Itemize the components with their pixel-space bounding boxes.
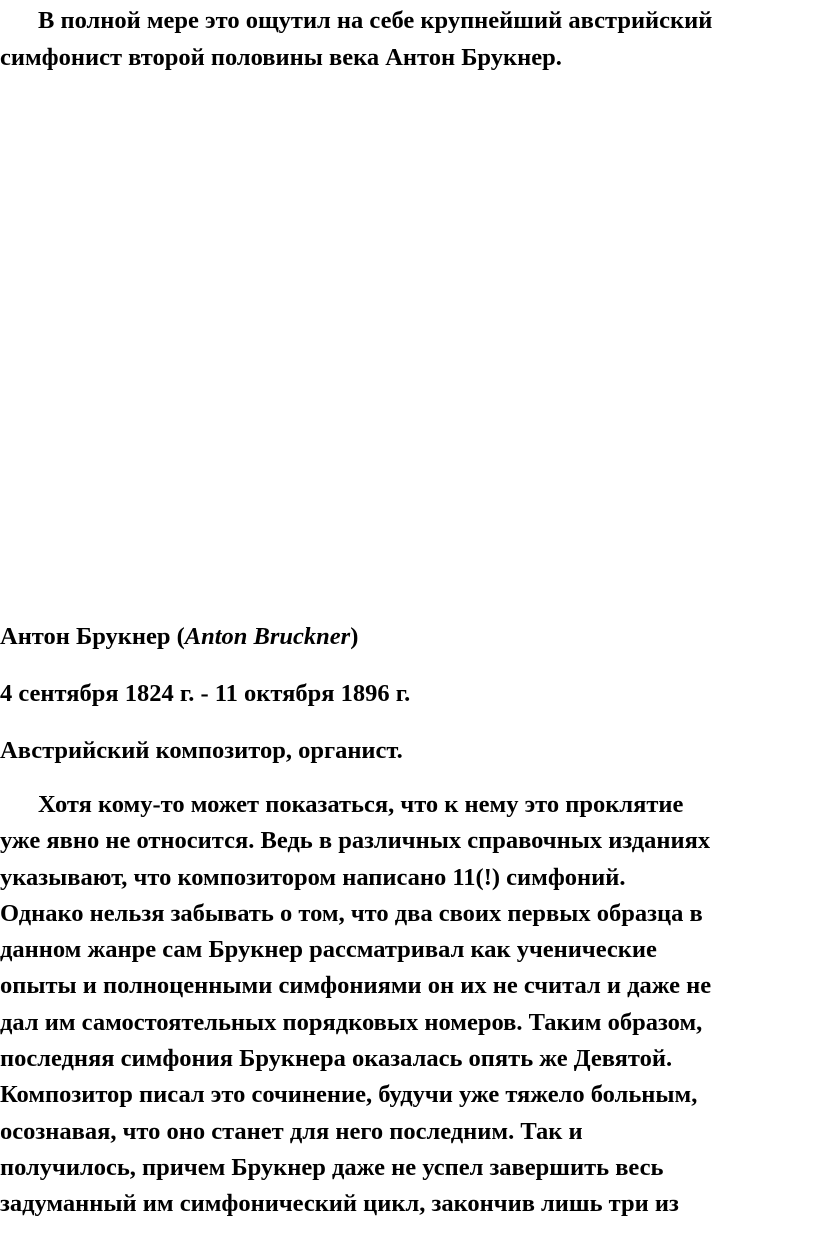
composer-role: Австрийский композитор, органист.	[0, 737, 403, 764]
body-line: опыты и полноценными симфониями он их не считал и даже не	[0, 972, 712, 1000]
body-line: Однако нельзя забывать о том, что два своих первых образца в	[0, 899, 703, 927]
composer-dates: 4 сентября 1824 г. - 11 октября 1896 г.	[0, 680, 411, 707]
body-line: получилось, причем Брукнер даже не успел завершить весь	[0, 1153, 664, 1181]
body-paragraph	[0, 787, 812, 1223]
body-line: данном жанре сам Брукнер рассматривал как ученические	[0, 936, 657, 964]
body-line: уже явно не относится. Ведь в различных справочных изданиях	[0, 827, 711, 855]
body-line: указывают, что композитором написано 11(!) симфоний.	[0, 863, 626, 891]
body-line: Хотя кому-то может показаться, что к нему это проклятие	[38, 791, 684, 818]
composer-name-suffix: )	[350, 623, 359, 650]
body-line: осознавая, что оно станет для него последним. Так и	[0, 1117, 583, 1145]
body-line: Композитор писал это сочинение, будучи уже тяжело больным,	[0, 1081, 698, 1109]
image-placeholder	[0, 90, 812, 590]
body-line: дал им самостоятельных порядковых номеров. Таким образом,	[0, 1008, 703, 1036]
body-line: последняя симфония Брукнера оказалась опять же Девятой.	[0, 1045, 673, 1073]
intro-paragraph: В полной мере это ощутил на себе крупнейший австрийский симфонист второй половины века Антон Брукнер.	[0, 7, 713, 71]
body-line: задуманный им симфонический цикл, закончив лишь три из	[0, 1190, 679, 1218]
composer-name	[0, 622, 358, 652]
composer-name-prefix: Антон Брукнер (	[0, 623, 185, 650]
composer-name-latin: Anton Bruckner	[184, 623, 351, 650]
